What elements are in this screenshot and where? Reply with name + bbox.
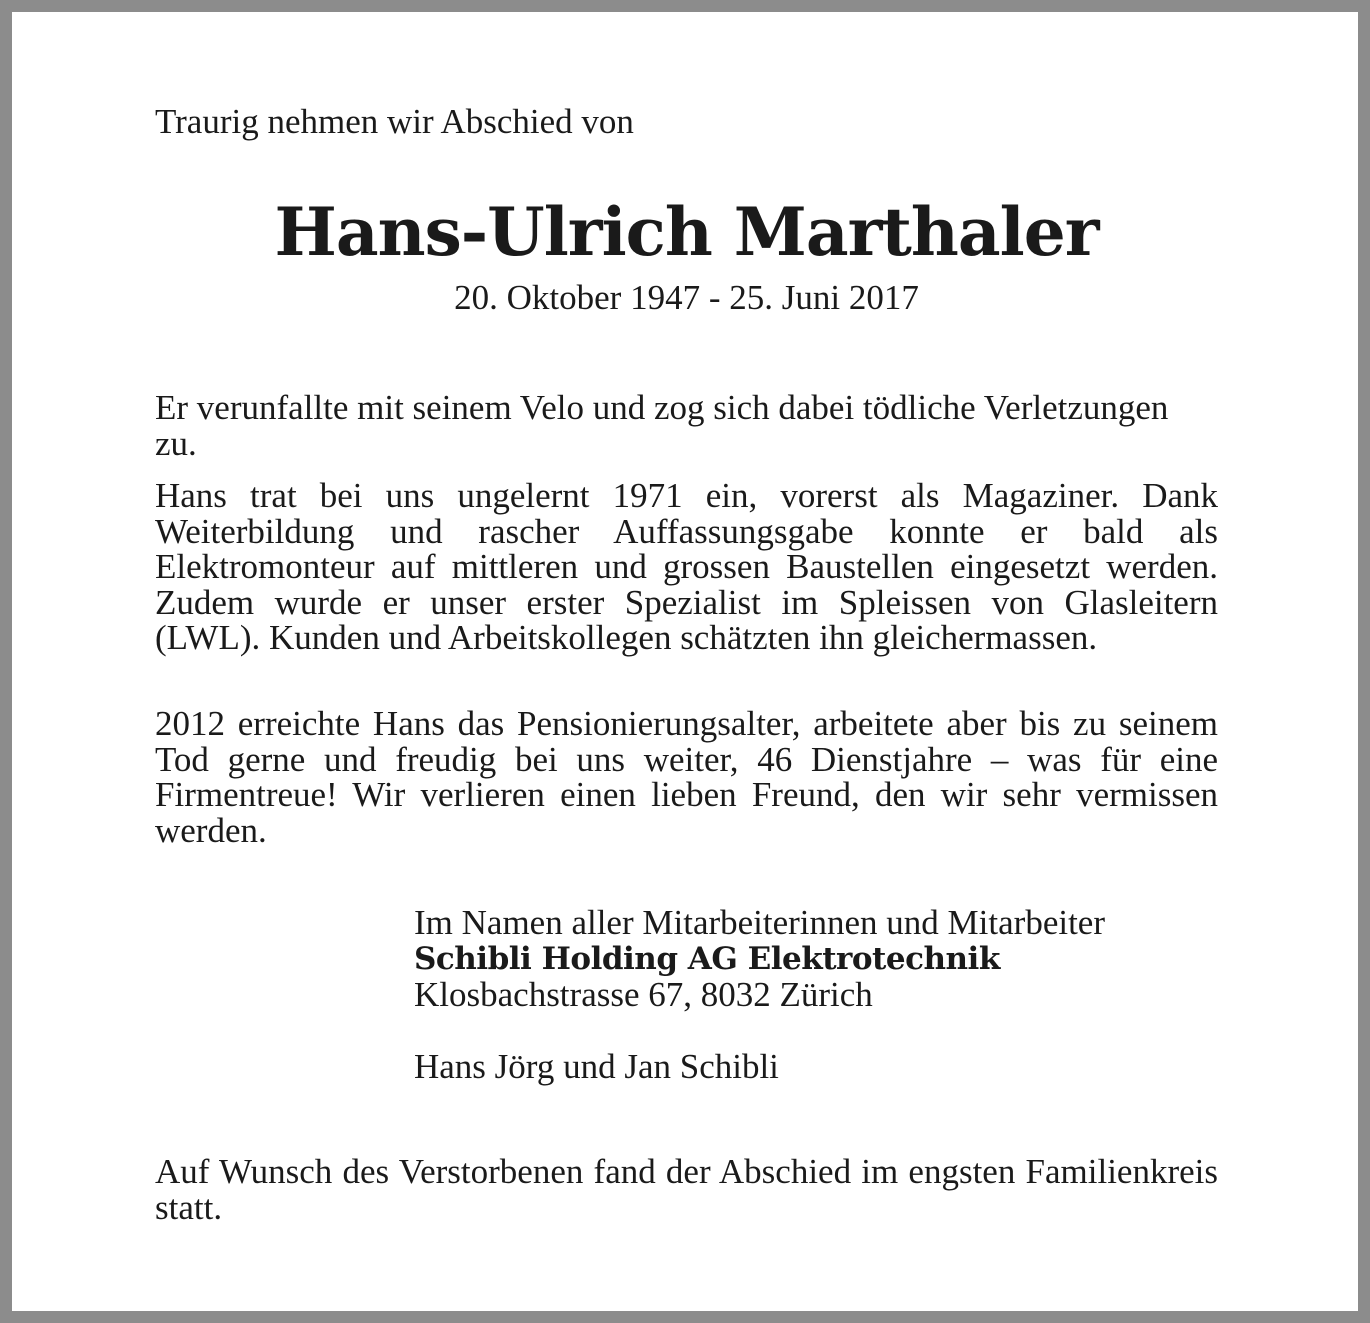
company-address: Klosbachstrasse 67, 8032 Zürich xyxy=(414,975,873,1014)
paragraph-accident: Er verunfallte mit seinem Velo und zog sich dabei tödliche Verletzungen zu. xyxy=(155,388,1169,463)
paragraph-retirement: 2012 erreichte Hans das Pensionierungsalter, arbeitete aber bis zu seinem Tod gerne und freudig bei uns weiter, 46 Dienstjahre – was für eine Firmentreue! Wir verlieren einen lieben Freund, den wir sehr vermissen werden. xyxy=(155,704,1218,850)
intro-line: Traurig nehmen wir Abschied von xyxy=(155,102,634,141)
signature-block xyxy=(414,905,1218,1085)
company-name: Schibli Holding AG Elektrotechnik xyxy=(414,941,1000,977)
closing-note: Auf Wunsch des Verstorbenen fand der Abschied im engsten Familienkreis statt. xyxy=(155,1152,1218,1227)
obituary-page xyxy=(12,12,1358,1311)
signatory-names: Hans Jörg und Jan Schibli xyxy=(414,1047,779,1086)
life-dates: 20. Oktober 1947 - 25. Juni 2017 xyxy=(454,278,919,317)
signature-on-behalf: Im Namen aller Mitarbeiterinnen und Mitarbeiter xyxy=(414,903,1105,942)
paragraph-career: Hans trat bei uns ungelernt 1971 ein, vorerst als Magaziner. Dank Weiterbildung und rascher Auffassungsgabe konnte er bald als Elektromonteur auf mittleren und grossen Baustellen eingesetzt werden. Zudem wurde er unser erster Spezialist im Spleissen von Glasleitern (LWL). Kunden und Arbeitskollegen schätzten ihn gleichermassen. xyxy=(155,476,1218,657)
deceased-name: Hans-Ulrich Marthaler xyxy=(274,193,1099,271)
